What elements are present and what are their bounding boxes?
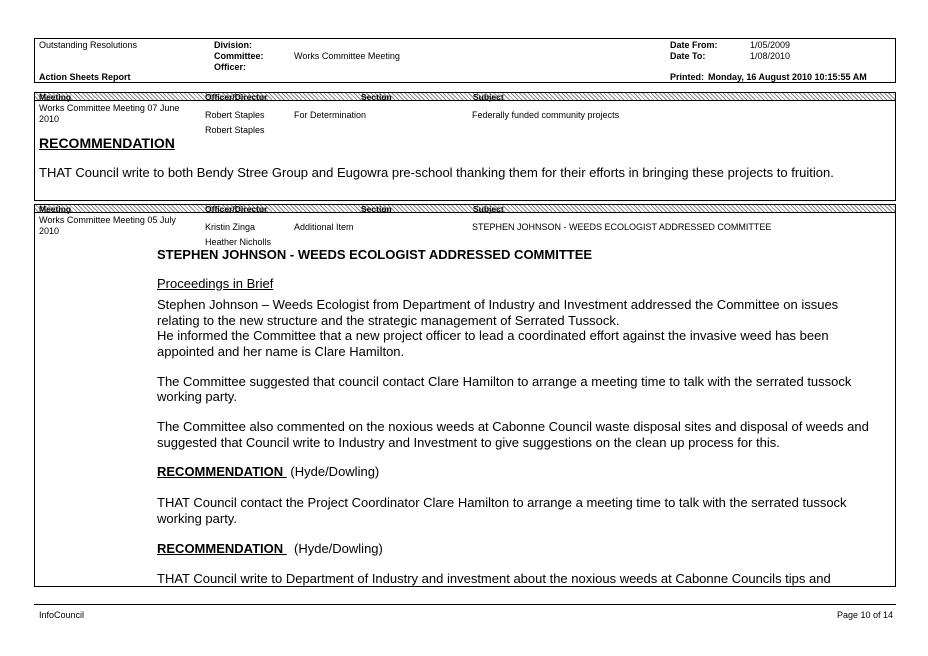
paragraph-line: working party.: [157, 389, 237, 404]
col-meeting: Meeting: [39, 204, 72, 214]
item-meeting: Works Committee Meeting 07 June 2010: [39, 103, 180, 124]
col-subject: Subject: [473, 204, 504, 214]
committee-label: Committee:: [214, 51, 264, 61]
paragraph-line: suggested that Council write to Industry and Investment to give suggestions on the clean up process for this.: [157, 435, 780, 450]
footer-divider: [34, 604, 896, 605]
footer-app-name: InfoCouncil: [39, 610, 85, 620]
paragraph-line: relating to the new structure and the strategic management of Serrated Tussock.: [157, 313, 620, 328]
paragraph-line: THAT Council contact the Project Coordinator Clare Hamilton to arrange a meeting time to talk with the serrated tussock: [157, 495, 847, 510]
col-subject: Subject: [473, 92, 504, 102]
column-header-row: [34, 92, 896, 101]
paragraph-line: The Committee suggested that council contact Clare Hamilton to arrange a meeting time to talk with the serrated tussock: [157, 374, 852, 389]
item-officer: Robert Staples: [205, 125, 265, 135]
col-section: Section: [361, 204, 392, 214]
officer-label: Officer:: [214, 62, 247, 72]
recommendation-heading: RECOMMENDATION: [157, 541, 287, 556]
recommendation-text: THAT Council write to both Bendy Stree Group and Eugowra pre-school thanking them for their efforts in bringing these projects to fruition.: [39, 165, 834, 180]
item-officer: Kristin Zinga: [205, 222, 256, 232]
paragraph-line: working party.: [157, 511, 237, 526]
printed-label: Printed:: [670, 72, 705, 82]
recommendation-line: [157, 541, 383, 557]
date-to-value: 1/08/2010: [750, 51, 791, 61]
item-section: For Determination: [294, 110, 367, 120]
item-subject: STEPHEN JOHNSON - WEEDS ECOLOGIST ADDRESSED COMMITTEE: [472, 222, 772, 232]
report-type: Action Sheets Report: [39, 72, 131, 82]
date-from-value: 1/05/2009: [750, 40, 791, 50]
printed-value: Monday, 16 August 2010 10:15:55 AM: [708, 72, 867, 82]
recommendation-heading: RECOMMENDATION: [39, 135, 175, 151]
item-title: STEPHEN JOHNSON - WEEDS ECOLOGIST ADDRESSED COMMITTEE: [157, 247, 593, 262]
paragraph-line: Stephen Johnson – Weeds Ecologist from Department of Industry and Investment addressed the Committee on issues: [157, 297, 839, 312]
report-name: Outstanding Resolutions: [39, 40, 138, 50]
recommendation-mover: (Hyde/Dowling): [290, 464, 380, 479]
col-section: Section: [361, 92, 392, 102]
recommendation-mover: (Hyde/Dowling): [294, 541, 383, 556]
paragraph-line: The Committee also commented on the noxious weeds at Cabonne Council waste disposal sites and disposal of weeds and: [157, 419, 869, 434]
date-from-label: Date From:: [670, 40, 718, 50]
item-section: Additional Item: [294, 222, 354, 232]
item-meeting: Works Committee Meeting 05 July 2010: [39, 215, 176, 236]
proceedings-heading: Proceedings in Brief: [157, 276, 274, 291]
paragraph-line: THAT Council write to Department of Industry and investment about the noxious weeds at Cabonne Councils tips and: [157, 571, 831, 586]
recommendation-line: [157, 464, 379, 480]
item-officer: Robert Staples: [205, 110, 265, 120]
col-officer: Officer/Director: [205, 204, 268, 214]
division-label: Division:: [214, 40, 253, 50]
item-subject: Federally funded community projects: [472, 110, 620, 120]
date-to-label: Date To:: [670, 51, 706, 61]
committee-value: Works Committee Meeting: [294, 51, 400, 61]
item-officer: Heather Nicholls: [205, 237, 272, 247]
paragraph-line: appointed and her name is Clare Hamilton.: [157, 344, 405, 359]
page-number: Page 10 of 14: [836, 610, 893, 620]
column-header-row: [34, 204, 896, 213]
paragraph-line: He informed the Committee that a new project officer to lead a coordinated effort against the invasive weed has been: [157, 328, 829, 343]
col-meeting: Meeting: [39, 92, 72, 102]
recommendation-heading: RECOMMENDATION: [157, 464, 287, 479]
col-officer: Officer/Director: [205, 92, 268, 102]
